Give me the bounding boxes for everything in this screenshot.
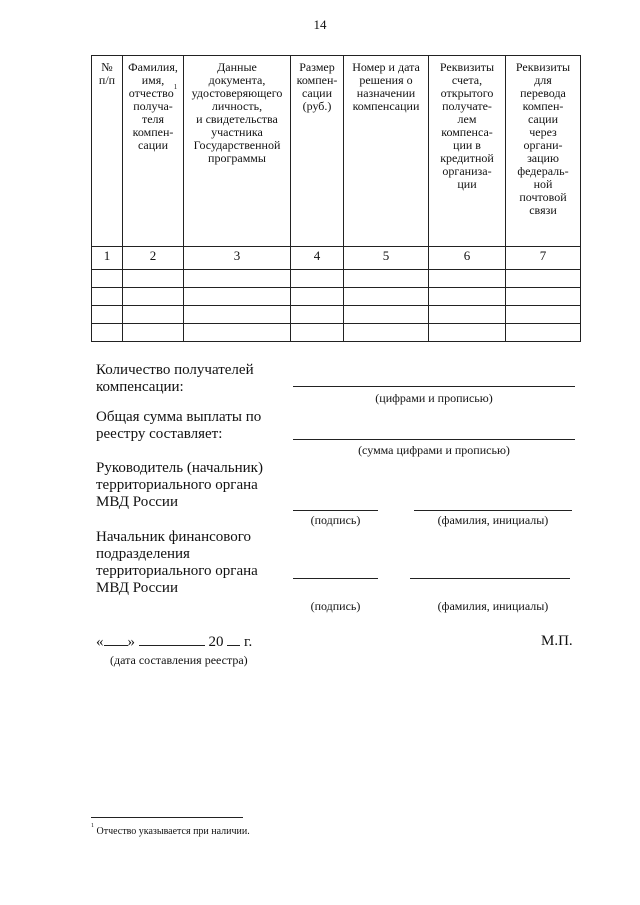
finance-name-caption: (фамилия, инициалы)	[437, 599, 549, 613]
table-cell[interactable]	[291, 288, 344, 306]
table-row	[92, 288, 581, 306]
footnote-mark: 1	[173, 83, 178, 91]
table-cell[interactable]	[291, 270, 344, 288]
column-number: 6	[429, 247, 506, 270]
head-label: Руководитель (начальник) территориального органа МВД России	[96, 460, 263, 510]
finance-signature-field[interactable]	[293, 578, 378, 579]
table-cell[interactable]	[291, 306, 344, 324]
column-header-full-name: Фамилия, имя, отчество$^1$ получа- теля компен- сации	[123, 56, 184, 247]
table-cell[interactable]	[92, 288, 123, 306]
page-number: 14	[313, 17, 327, 32]
date-suffix: г.	[244, 634, 253, 650]
head-signature-caption: (подпись)	[310, 513, 361, 527]
column-number: 3	[184, 247, 291, 270]
total-sum-caption: (сумма цифрами и прописью)	[358, 443, 510, 457]
column-number: 2	[123, 247, 184, 270]
date-open-quote: «	[96, 634, 104, 650]
table-cell[interactable]	[291, 324, 344, 342]
column-header-postal-transfer: Реквизиты для перевода компен- сации через органи- зацию федераль- ной почтовой связи	[506, 56, 581, 247]
table-cell[interactable]	[506, 306, 581, 324]
table-row	[92, 270, 581, 288]
table-cell[interactable]	[344, 306, 429, 324]
footnote-number: 1	[91, 823, 94, 829]
column-number: 4	[291, 247, 344, 270]
table-cell[interactable]	[184, 306, 291, 324]
finance-signature-caption: (подпись)	[310, 599, 361, 613]
recipients-count-field[interactable]	[293, 386, 575, 387]
total-sum-field[interactable]	[293, 439, 575, 440]
date-day-field[interactable]	[104, 633, 128, 646]
column-number-row	[92, 247, 581, 270]
table-cell[interactable]	[506, 288, 581, 306]
table-cell[interactable]	[184, 324, 291, 342]
table-cell[interactable]	[184, 270, 291, 288]
table-cell[interactable]	[429, 270, 506, 288]
table-cell[interactable]	[344, 288, 429, 306]
footnote-text: Отчество указывается при наличии.	[96, 826, 250, 837]
column-number: 1	[92, 247, 123, 270]
registry-date	[96, 633, 252, 651]
recipients-count-caption: (цифрами и прописью)	[375, 391, 493, 405]
date-year-prefix: 20	[208, 634, 224, 650]
registry-table	[91, 55, 581, 342]
head-signature-field[interactable]	[293, 510, 378, 511]
date-month-field[interactable]	[139, 633, 205, 646]
table-cell[interactable]	[429, 288, 506, 306]
table-cell[interactable]	[123, 324, 184, 342]
table-cell[interactable]	[429, 306, 506, 324]
table-row	[92, 306, 581, 324]
column-number: 7	[506, 247, 581, 270]
footnote-divider	[91, 817, 243, 818]
table-cell[interactable]	[344, 270, 429, 288]
date-caption: (дата составления реестра)	[110, 653, 248, 667]
finance-head-label: Начальник финансового подразделения территориального органа МВД России	[96, 529, 258, 596]
table-cell[interactable]	[92, 306, 123, 324]
column-header-bank-account: Реквизиты счета, открытого получате- лем компенса- ции в кредитной организа- ции	[429, 56, 506, 247]
date-close-quote: »	[127, 634, 135, 650]
table-cell[interactable]	[184, 288, 291, 306]
table-row	[92, 324, 581, 342]
recipients-count-label: Количество получателей компенсации:	[96, 362, 254, 395]
table-cell[interactable]	[123, 270, 184, 288]
table-cell[interactable]	[506, 324, 581, 342]
table-cell[interactable]	[506, 270, 581, 288]
table-cell[interactable]	[123, 288, 184, 306]
date-year-field[interactable]	[227, 633, 240, 646]
table-cell[interactable]	[123, 306, 184, 324]
column-header-number: № п/п	[92, 56, 123, 247]
table-cell[interactable]	[92, 324, 123, 342]
column-header-document-data: Данные документа, удостоверяющего личность, и свидетельства участника Государственной программы	[184, 56, 291, 247]
finance-name-field[interactable]	[410, 578, 570, 579]
total-sum-label: Общая сумма выплаты по реестру составляет:	[96, 409, 262, 442]
column-header-amount: Размер компен- сации (руб.)	[291, 56, 344, 247]
table-cell[interactable]	[344, 324, 429, 342]
column-header-decision: Номер и дата решения о назначении компенсации	[344, 56, 429, 247]
table-header-row	[92, 56, 581, 247]
footnote	[91, 823, 250, 837]
head-name-caption: (фамилия, инициалы)	[437, 513, 549, 527]
stamp-place: М.П.	[541, 633, 573, 649]
table-cell[interactable]	[429, 324, 506, 342]
column-number: 5	[344, 247, 429, 270]
head-name-field[interactable]	[414, 510, 572, 511]
table-cell[interactable]	[92, 270, 123, 288]
